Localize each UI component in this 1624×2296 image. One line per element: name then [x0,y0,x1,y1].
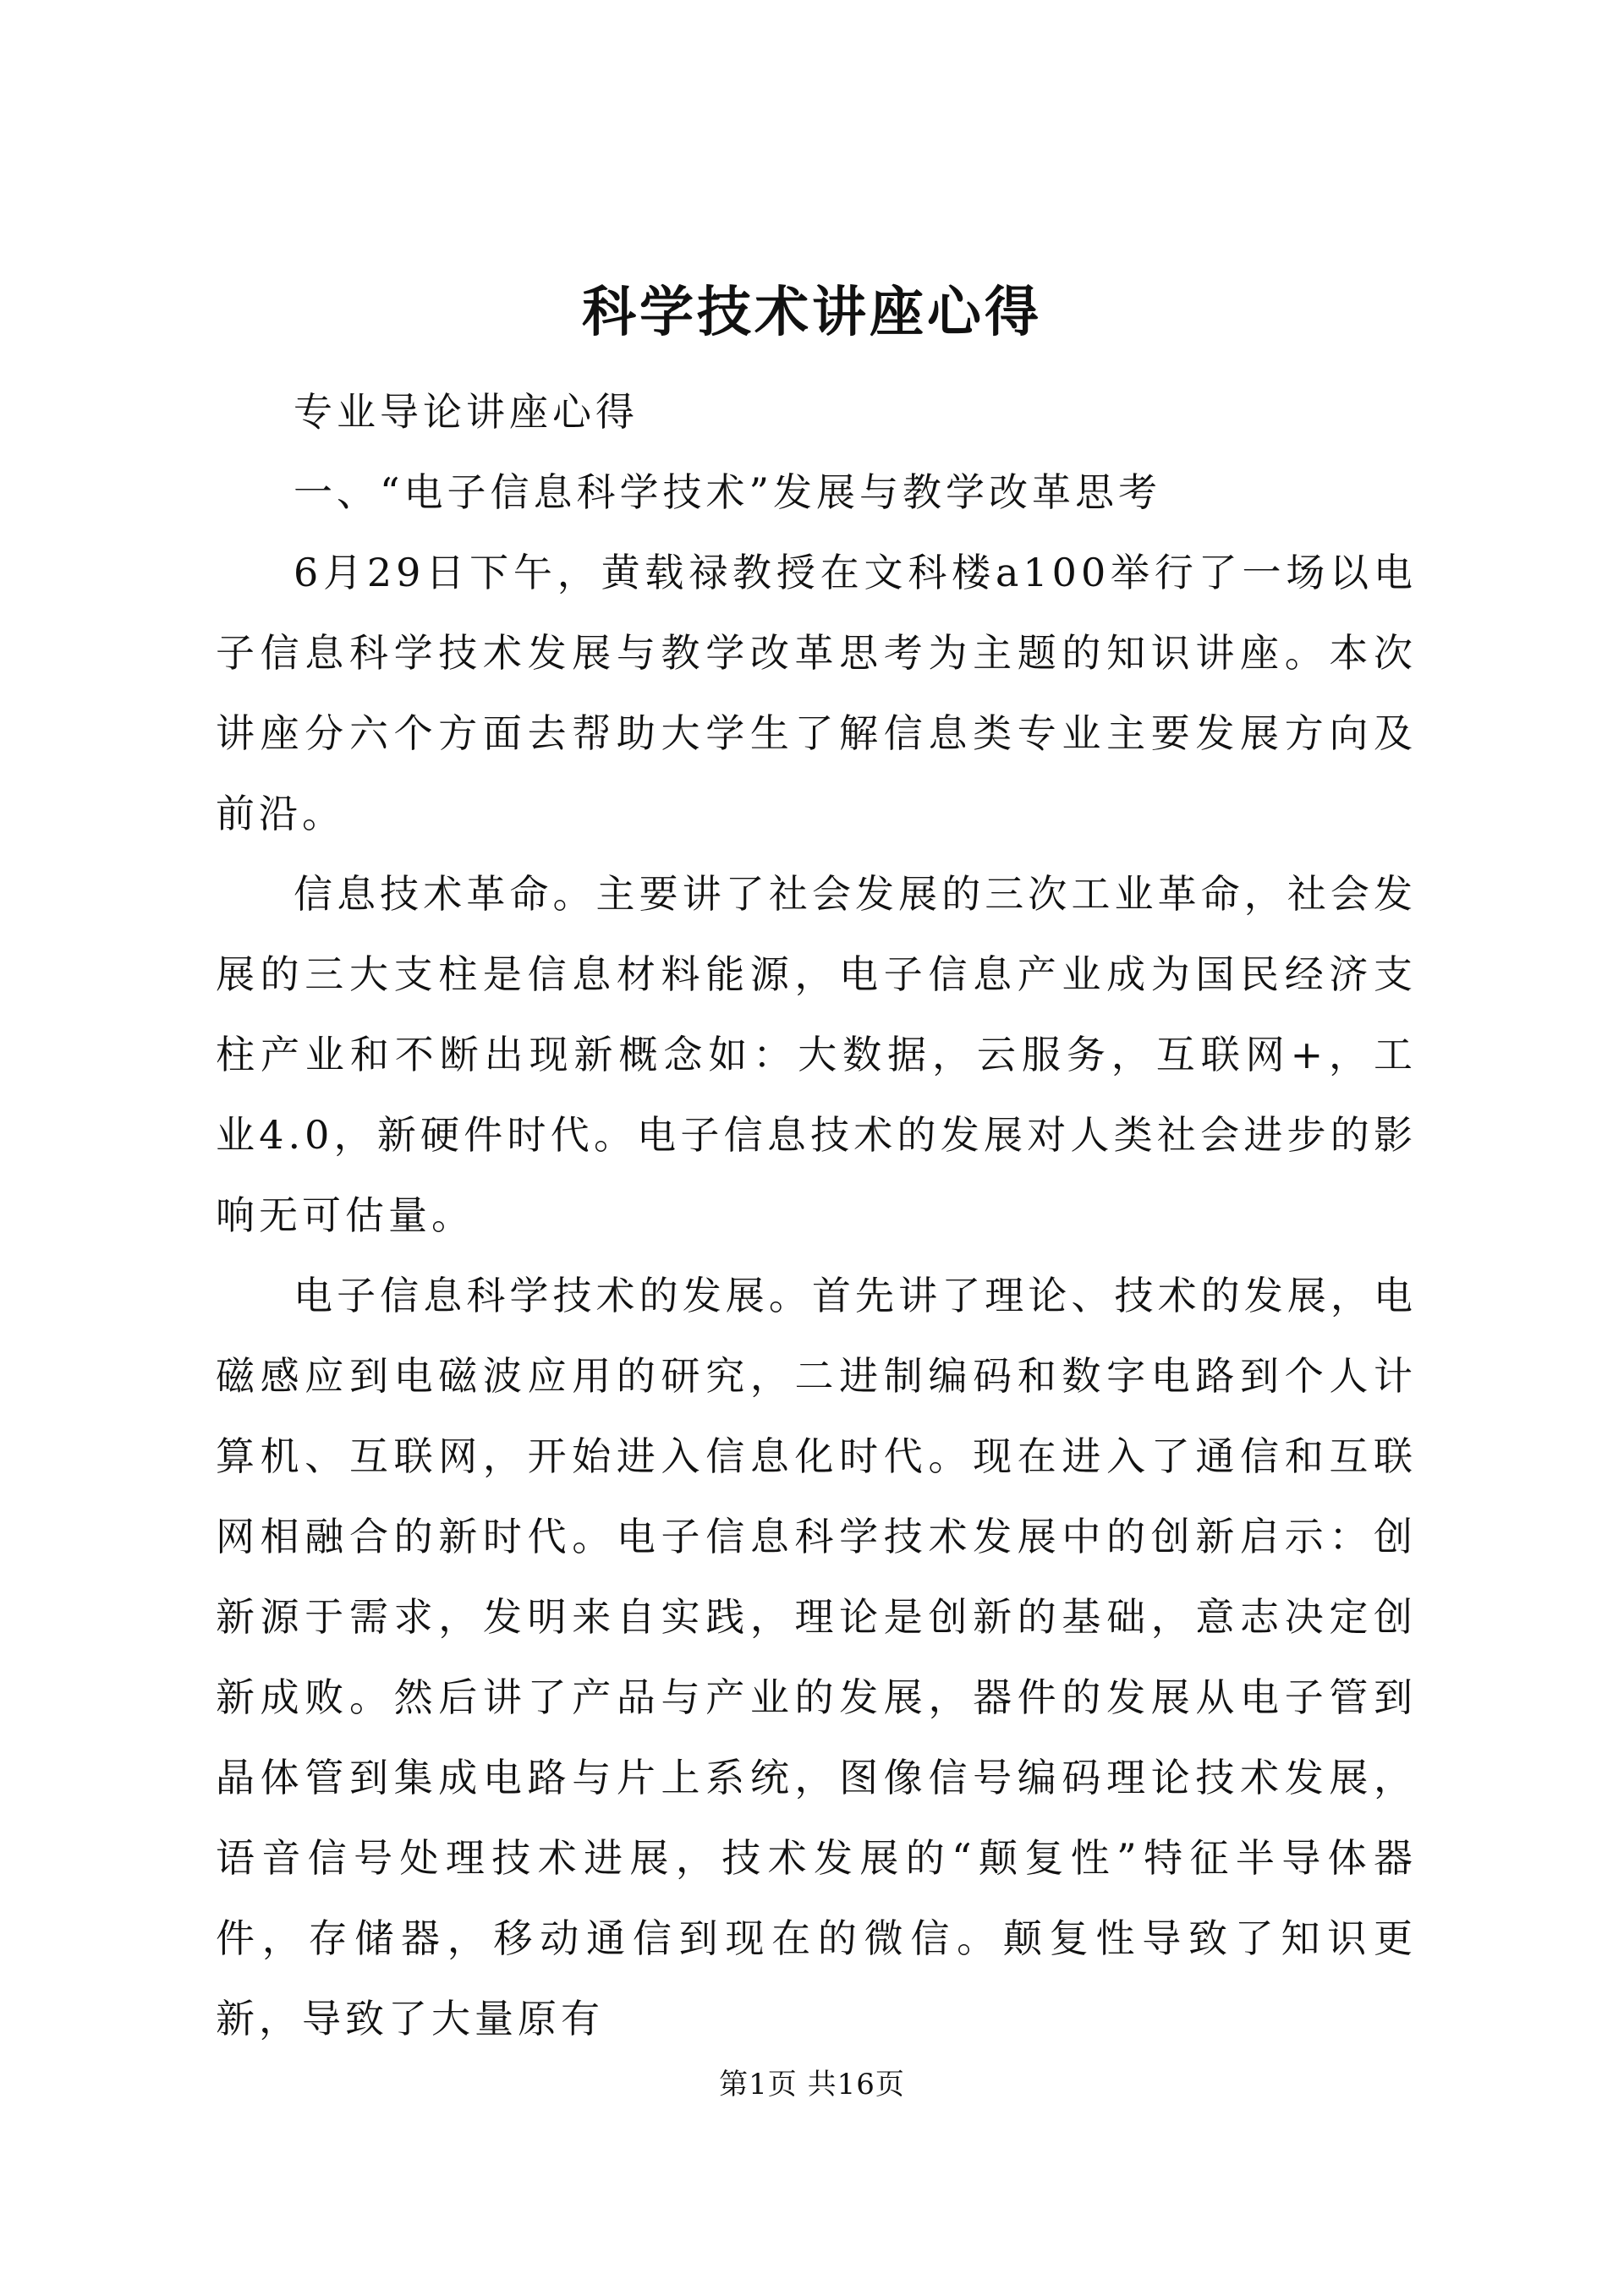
document-body [216,372,1417,2059]
paragraph-subtitle: 专业导论讲座心得 [294,389,639,435]
paragraph-section-heading: 一、“电子信息科学技术”发展与教学改革思考 [294,469,1162,515]
document-title: 科学技术讲座心得 [582,281,1042,344]
paragraph: 电子信息科学技术的发展。首先讲了理论、技术的发展，电磁感应到电磁波应用的研究，二进制编码和数字电路到个人计算机、互联网，开始进入信息化时代。现在进入了通信和互联网相融合的新时代。电子信息科学技术发展中的创新启示：创新源于需求，发明来自实践，理论是创新的基础，意志决定创新成败。然后讲了产品与产业的发展，器件的发展从电子管到晶体管到集成电路与片上系统，图像信号编码理论技术发展，语音信号处理技术进展，技术发展的“颠复性”特征半导体器件，存储器，移动通信到现在的微信。颠复性导致了知识更新，导致了大量原有 [216,1273,1417,2041]
paragraph: 6月29日下午，黄载禄教授在文科楼a100举行了一场以电子信息科学技术发展与教学改革思考为主题的知识讲座。本次讲座分六个方面去帮助大学生了解信息类专业主要发展方向及前沿。 [216,550,1417,836]
paragraph: 信息技术革命。主要讲了社会发展的三次工业革命，社会发展的三大支柱是信息材料能源，电子信息产业成为国民经济支柱产业和不断出现新概念如：大数据，云服务，互联网+，工业4.0，新硬件时代。电子信息技术的发展对人类社会进步的影响无可估量。 [216,871,1417,1238]
page-footer: 第1页 共16页 [719,2068,905,2101]
